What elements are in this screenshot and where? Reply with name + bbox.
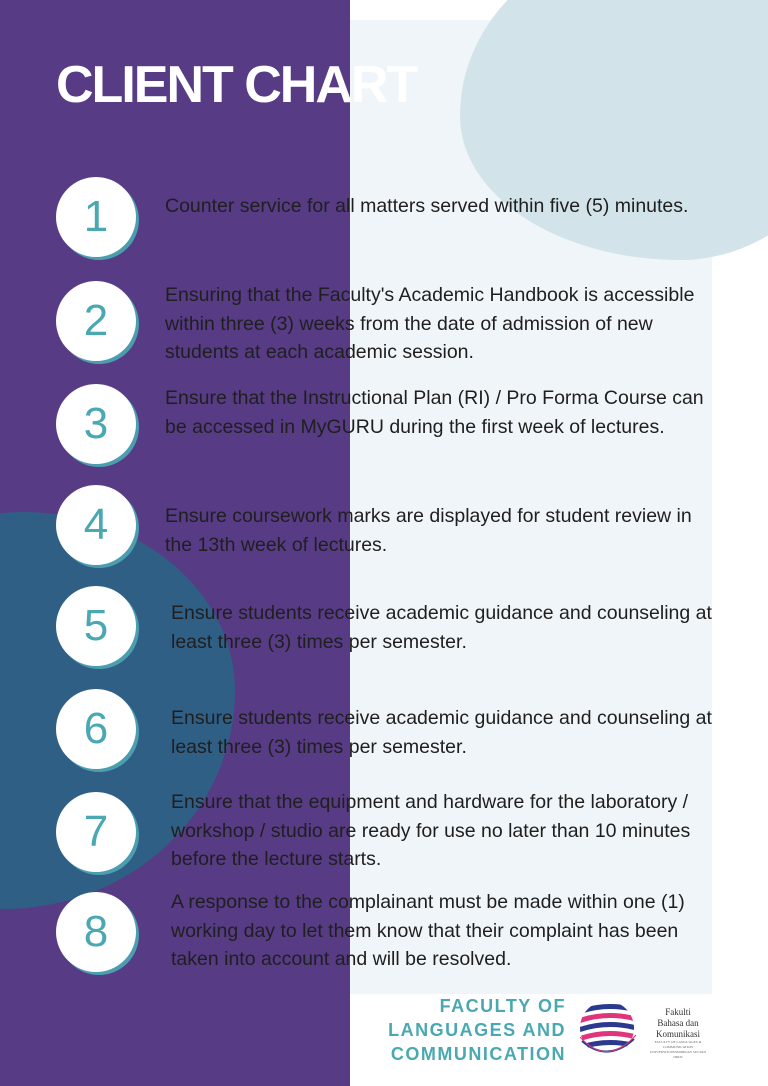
page-title: CLIENT CHART: [56, 56, 417, 114]
number-badge: 7: [56, 792, 136, 872]
item-text: Ensure students receive academic guidance and counseling at least three (3) times per semester.: [171, 602, 712, 653]
faculty-name-line: FACULTY OF: [439, 996, 566, 1016]
item-text: Ensure that the Instructional Plan (RI) / Pro Forma Course can be accessed in MyGURU during the first week of lectures.: [165, 387, 704, 438]
number-badge: 2: [56, 281, 136, 361]
item-text: A response to the complainant must be made within one (1) working day to let them know that their complaint has been taken into account and will be resolved.: [171, 891, 685, 970]
number-badge: 4: [56, 485, 136, 565]
logo-name-line: Bahasa dan: [657, 1018, 699, 1028]
logo-university: UNIVERSITI PENDIDIKAN SULTAN IDRIS: [649, 1050, 707, 1059]
item-text: Ensuring that the Faculty's Academic Handbook is accessible within three (3) weeks from the date of admission of new students at each academic session.: [165, 284, 695, 363]
number-badge: 3: [56, 384, 136, 464]
item-text: Counter service for all matters served within five (5) minutes.: [165, 195, 689, 217]
faculty-logo: [574, 994, 712, 1064]
logo-subtitle: FACULTY OF LANGUAGES & COMMUNICATION: [654, 1040, 702, 1049]
logo-name-line: Fakulti: [665, 1007, 691, 1017]
faculty-name-line: LANGUAGES AND: [388, 1020, 566, 1040]
item-text: Ensure students receive academic guidance and counseling at least three (3) times per semester.: [171, 707, 712, 758]
faculty-name: [360, 994, 566, 1066]
faculty-name-line: COMMUNICATION: [390, 1044, 566, 1064]
globe-logo-icon: [576, 997, 642, 1061]
number-badge: 1: [56, 177, 136, 257]
item-text: Ensure that the equipment and hardware for the laboratory / workshop / studio are ready for use no later than 10 minutes before the lecture starts.: [171, 791, 691, 870]
logo-name-line: Komunikasi: [656, 1029, 700, 1039]
number-badge: 5: [56, 586, 136, 666]
item-text: Ensure coursework marks are displayed for student review in the 13th week of lectures.: [165, 505, 692, 556]
number-badge: 6: [56, 689, 136, 769]
number-badge: 8: [56, 892, 136, 972]
